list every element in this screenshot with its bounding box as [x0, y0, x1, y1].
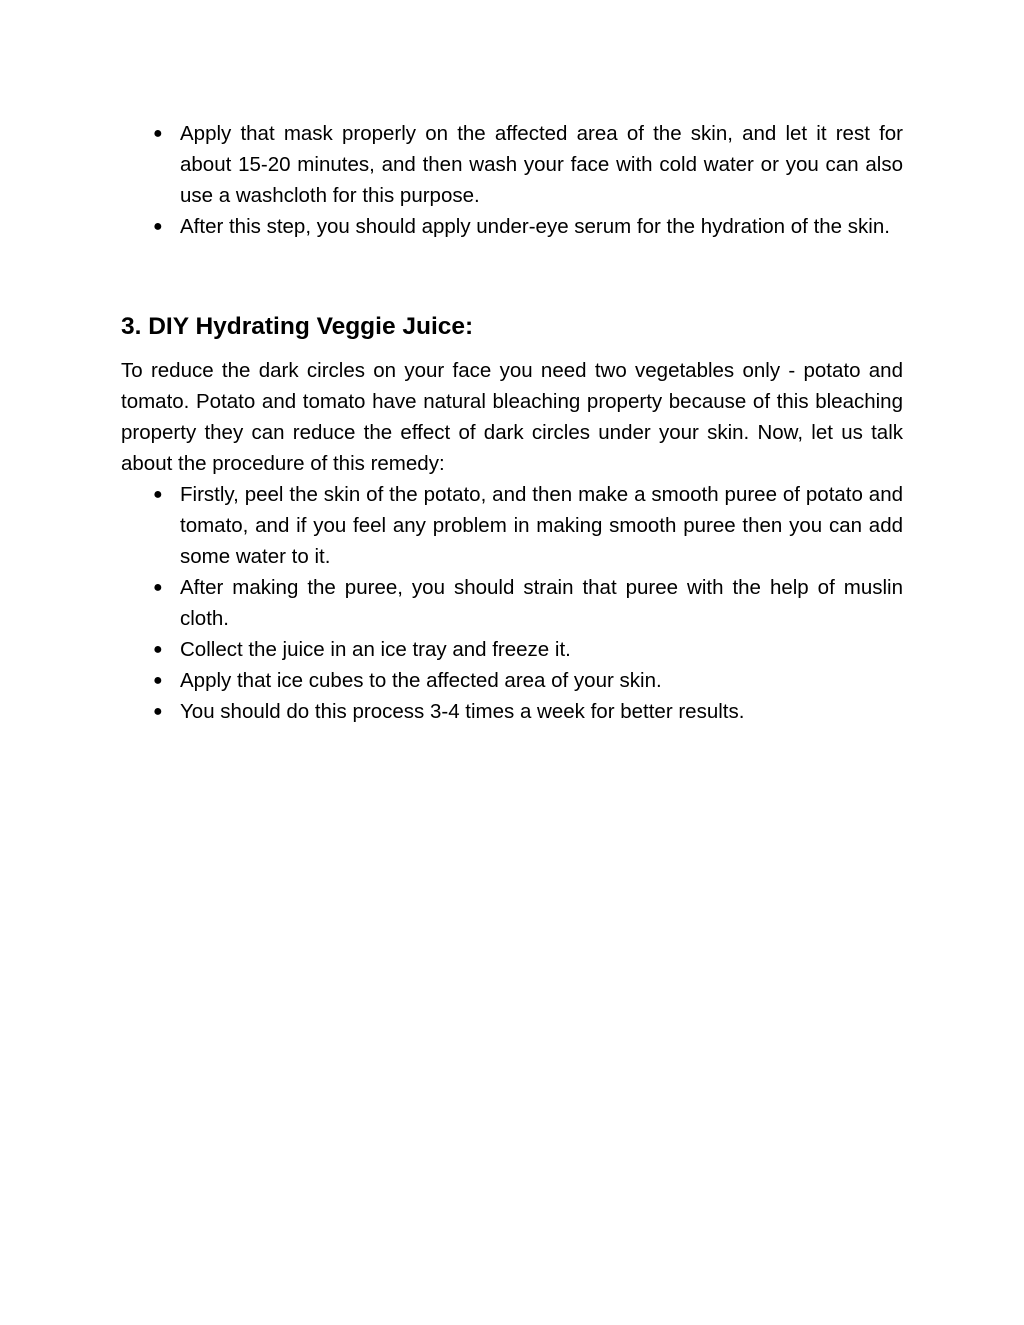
list-item	[121, 696, 903, 727]
bullet-icon: ●	[153, 486, 163, 503]
list-item-text: After this step, you should apply under-eye serum for the hydration of the skin.	[180, 215, 890, 238]
list-item-text: Collect the juice in an ice tray and freeze it.	[180, 638, 571, 661]
section-heading: 3. DIY Hydrating Veggie Juice:	[121, 313, 474, 340]
bullet-icon: ●	[153, 579, 163, 596]
document-page	[121, 118, 903, 727]
bullet-icon: ●	[153, 218, 163, 235]
intro-bullet-list	[121, 118, 903, 242]
list-item	[121, 118, 903, 211]
list-item	[121, 572, 903, 634]
bullet-icon: ●	[153, 125, 163, 142]
section-paragraph: To reduce the dark circles on your face you need two vegetables only - potato and tomato. Potato and tomato have natural bleaching property because of this bleaching property they can reduce the effect of dark circles under your skin. Now, let us talk about the procedure of this remedy:	[121, 359, 903, 475]
list-item	[121, 479, 903, 572]
list-item-text: You should do this process 3-4 times a week for better results.	[180, 700, 745, 723]
list-item	[121, 211, 903, 242]
bullet-icon: ●	[153, 703, 163, 720]
list-item-text: Apply that mask properly on the affected area of the skin, and let it rest for about 15-20 minutes, and then wash your face with cold water or you can also use a washcloth for this purpose.	[180, 122, 903, 207]
bullet-icon: ●	[153, 641, 163, 658]
steps-bullet-list	[121, 479, 903, 727]
list-item	[121, 665, 903, 696]
list-item-text: Firstly, peel the skin of the potato, and then make a smooth puree of potato and tomato, and if you feel any problem in making smooth puree then you can add some water to it.	[180, 483, 903, 568]
list-item	[121, 634, 903, 665]
list-item-text: Apply that ice cubes to the affected area of your skin.	[180, 669, 662, 692]
list-item-text: After making the puree, you should strain that puree with the help of muslin cloth.	[180, 576, 903, 630]
bullet-icon: ●	[153, 672, 163, 689]
